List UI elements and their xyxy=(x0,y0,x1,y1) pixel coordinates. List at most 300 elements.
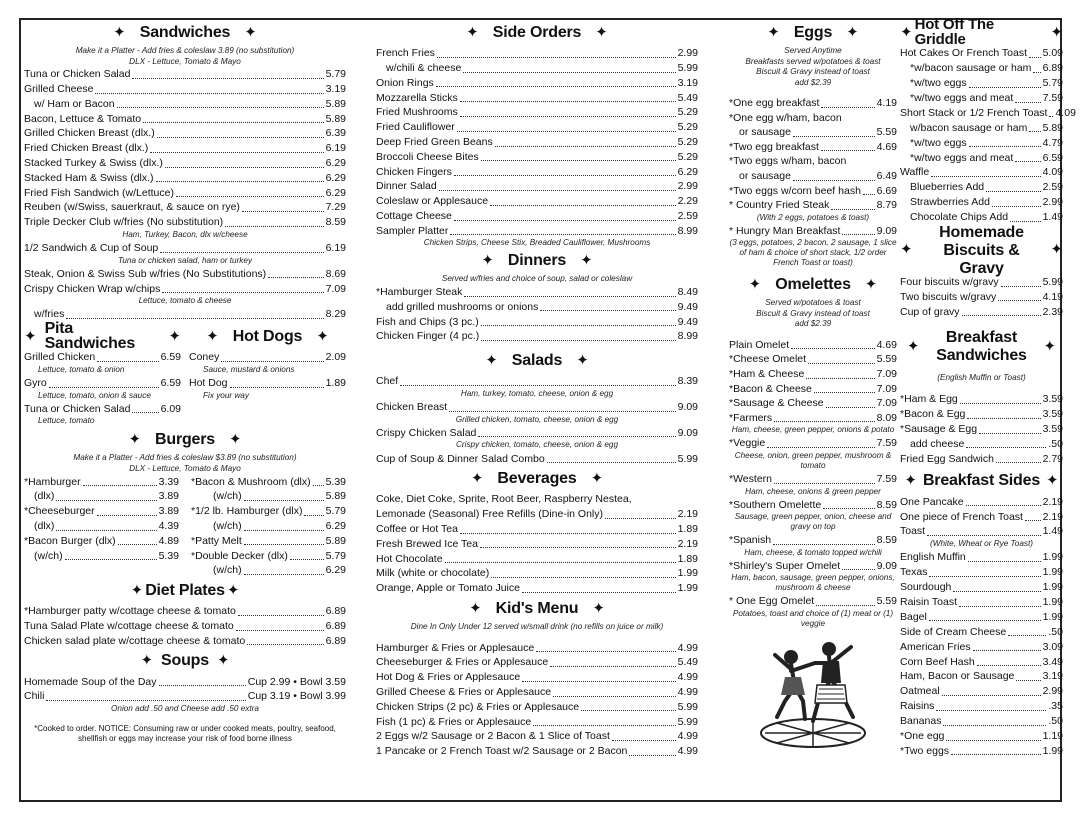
hotdogs-header: ✦ Hot Dogs ✦ xyxy=(206,327,329,345)
item-price: 1.49 xyxy=(1042,525,1063,538)
dot-leader xyxy=(826,407,875,408)
item-price: 2.29 xyxy=(677,195,698,208)
item-description: (White, Wheat or Rye Toast) xyxy=(930,538,1033,548)
star-icon: ✦ xyxy=(140,652,154,670)
dot-leader xyxy=(491,577,675,578)
star-icon: ✦ xyxy=(580,252,593,270)
menu-item xyxy=(376,164,698,179)
item-price: 6.19 xyxy=(325,142,346,155)
item-description: Crispy chicken, tomato, cheese, onion & egg xyxy=(455,440,619,450)
item-name: *w/bacon sausage or ham xyxy=(910,62,1032,75)
dot-leader xyxy=(969,87,1041,88)
item-price: 5.39 xyxy=(158,549,179,562)
burgers-note: DLX - Lettuce, Tomato & Mayo xyxy=(129,463,241,473)
item-name: Hot Chocolate xyxy=(376,552,443,565)
item-name: 2 Eggs w/2 Sausage or 2 Bacon & 1 Slice of Toast xyxy=(376,730,610,743)
menu-item xyxy=(376,714,698,729)
item-name: 1 Pancake or 2 French Toast w/2 Sausage or 2 Bacon xyxy=(376,745,628,758)
item-name: w/fries xyxy=(34,308,65,321)
item-price: 5.79 xyxy=(325,68,346,81)
item-name: *Patty Melt xyxy=(191,534,242,547)
item-name: *Ham & Cheese xyxy=(729,368,805,381)
dot-leader xyxy=(831,209,874,210)
item-price: 2.59 xyxy=(677,209,698,222)
salads-list xyxy=(376,374,698,466)
sandwiches-note: DLX - Lettuce, Tomato & Mayo xyxy=(129,56,241,66)
item-price: 8.09 xyxy=(876,411,897,424)
soups-note: Onion add .50 and Cheese add .50 extra xyxy=(111,703,259,713)
item-name: Bagel xyxy=(900,610,927,623)
star-icon: ✦ xyxy=(24,327,37,345)
biscuits-header: ✦ Homemade Biscuits & Gravy ✦ xyxy=(900,223,1063,277)
menu-item xyxy=(24,689,346,704)
item-price: 5.99 xyxy=(677,452,698,465)
item-name: One piece of French Toast xyxy=(900,510,1023,523)
menu-item xyxy=(376,655,698,670)
menu-item xyxy=(376,329,698,344)
dot-leader xyxy=(816,605,874,606)
omelettes-header: ✦ Omelettes ✦ xyxy=(748,276,878,294)
item-name: One Pancake xyxy=(900,495,964,508)
dot-leader xyxy=(814,392,875,393)
dot-leader xyxy=(162,292,323,293)
menu-item xyxy=(729,533,897,548)
item-description: Tuna or chicken salad, ham or turkey xyxy=(117,255,253,265)
menu-item xyxy=(24,67,346,82)
star-icon: ✦ xyxy=(846,23,859,41)
item-price: 7.59 xyxy=(1042,91,1063,104)
item-price: 2.09 xyxy=(325,351,346,364)
item-name: Stacked Turkey & Swiss (dlx.) xyxy=(24,156,163,169)
item-name: *1/2 lb. Hamburger (dlx) xyxy=(191,505,303,518)
dot-leader xyxy=(774,421,874,422)
dot-leader xyxy=(929,620,1041,621)
item-name: Deep Fried Green Beans xyxy=(376,135,493,148)
item-description: Ham, turkey, tomato, cheese, onion & egg xyxy=(460,388,614,398)
item-price: 2.59 xyxy=(1042,181,1063,194)
item-price: 4.39 xyxy=(158,519,179,532)
item-name: *w/two eggs and meat xyxy=(910,91,1014,104)
star-icon: ✦ xyxy=(900,241,913,259)
item-price: 6.29 xyxy=(677,165,698,178)
menu-item xyxy=(900,524,1063,539)
dot-leader xyxy=(436,86,676,87)
hotdogs-list xyxy=(189,350,346,401)
item-price: 5.89 xyxy=(1042,121,1063,134)
item-name: Coleslaw or Applesauce xyxy=(376,195,489,208)
item-price: 6.89 xyxy=(325,634,346,647)
item-name: French Fries xyxy=(376,47,435,60)
item-name: Reuben (w/Swiss, sauerkraut, & sauce on rye) xyxy=(24,201,240,214)
menu-item xyxy=(376,400,698,415)
menu-item xyxy=(24,82,346,97)
item-price: .50 xyxy=(1048,625,1063,638)
item-price: 6.29 xyxy=(325,156,346,169)
menu-item xyxy=(376,314,698,329)
menu-item xyxy=(24,171,346,186)
burgers-list-left xyxy=(24,474,179,578)
item-price: 2.99 xyxy=(677,180,698,193)
item-price: 4.99 xyxy=(677,685,698,698)
menu-item xyxy=(729,154,897,169)
dot-leader xyxy=(951,754,1041,755)
item-name: Chili xyxy=(24,690,45,703)
diet-list xyxy=(24,604,346,648)
item-name: *Cheese Omelet xyxy=(729,353,807,366)
menu-item xyxy=(900,407,1063,422)
menu-item xyxy=(376,581,698,596)
menu-item xyxy=(376,700,698,715)
item-name: (w/ch) xyxy=(213,490,242,503)
menu-item xyxy=(729,338,897,353)
item-price: 3.89 xyxy=(158,490,179,503)
disclaimer: *Cooked to order. NOTICE: Consuming raw or under cooked meats, poultry, seafood, shellfish or eggs may increase your risk of food borne illness xyxy=(34,723,336,744)
dot-leader xyxy=(960,403,1041,404)
star-icon: ✦ xyxy=(130,581,144,599)
sandwiches-header: ✦ Sandwiches ✦ xyxy=(113,23,257,41)
dot-leader xyxy=(1025,520,1041,521)
menu-item xyxy=(24,604,346,619)
item-price: 5.99 xyxy=(677,62,698,74)
dot-leader xyxy=(118,544,157,545)
menu-item xyxy=(376,194,698,209)
dot-leader xyxy=(1033,72,1040,73)
menu-item xyxy=(729,559,897,574)
item-name: Raisin Toast xyxy=(900,595,958,608)
dot-leader xyxy=(244,500,324,501)
item-name: *Western xyxy=(729,473,772,485)
dot-leader xyxy=(481,325,676,326)
menu-item xyxy=(900,91,1063,106)
item-name: Chicken Fingers xyxy=(376,165,452,178)
item-name: Chef xyxy=(376,375,399,388)
star-icon: ✦ xyxy=(904,472,917,490)
item-description: Lettuce, tomato, onion & sauce xyxy=(38,390,151,400)
menu-item xyxy=(191,563,346,578)
item-name: *w/two eggs and meat xyxy=(910,151,1014,164)
item-description: Sausage, green pepper, onion, cheese and gravy on top xyxy=(734,512,892,532)
item-name: Corn Beef Hash xyxy=(900,655,975,668)
menu-item xyxy=(24,548,179,563)
kids-list xyxy=(376,640,698,758)
dot-leader xyxy=(962,315,1041,316)
menu-item xyxy=(191,548,346,563)
item-name: 1/2 Sandwich & Cup of Soup xyxy=(24,241,159,254)
menu-item xyxy=(900,654,1063,669)
item-price: 3.19 xyxy=(677,76,698,89)
item-name: or sausage xyxy=(739,169,791,182)
item-price: 6.89 xyxy=(325,605,346,618)
item-description: Sauce, mustard & onions xyxy=(203,364,295,374)
menu-item xyxy=(729,224,897,239)
item-price: 4.99 xyxy=(677,730,698,743)
item-name: Coffee or Hot Tea xyxy=(376,523,458,536)
bsand-header: ✦ Breakfast Sandwiches ✦ xyxy=(906,329,1057,365)
dot-leader xyxy=(225,226,323,227)
dot-leader xyxy=(247,644,323,645)
item-price: 4.69 xyxy=(876,140,897,153)
dot-leader xyxy=(605,518,676,519)
menu-item xyxy=(376,209,698,224)
item-description: Lettuce, tomato xyxy=(38,416,95,426)
item-name: *One egg w/ham, bacon xyxy=(729,111,842,124)
dot-leader xyxy=(966,447,1046,448)
menu-item xyxy=(376,120,698,135)
item-name: Four biscuits w/gravy xyxy=(900,275,999,288)
item-name: Bananas xyxy=(900,715,942,728)
dot-leader xyxy=(143,122,323,123)
item-name: or sausage xyxy=(739,126,791,139)
item-name: Sourdough xyxy=(900,581,952,594)
bsand-note: (English Muffin or Toast) xyxy=(937,373,1026,383)
menu-item xyxy=(900,392,1063,407)
bsides-list xyxy=(900,494,1063,758)
menu-item xyxy=(900,684,1063,699)
item-price: 5.99 xyxy=(677,700,698,713)
dot-leader xyxy=(176,196,324,197)
item-name: *Spanish xyxy=(729,534,772,547)
item-price: 5.89 xyxy=(325,97,346,110)
item-name: *Veggie xyxy=(729,437,766,450)
dot-leader xyxy=(536,651,675,652)
dot-leader xyxy=(936,710,1046,711)
item-name: Grilled Chicken Breast (dlx.) xyxy=(24,127,155,140)
dot-leader xyxy=(1001,286,1041,287)
item-name: Chicken Finger (4 pc.) xyxy=(376,330,480,343)
star-icon: ✦ xyxy=(906,338,920,356)
item-price: 5.79 xyxy=(325,549,346,562)
item-price: 4.99 xyxy=(677,641,698,654)
menu-item xyxy=(24,111,346,126)
item-price: 5.29 xyxy=(677,135,698,148)
menu-item xyxy=(24,350,181,365)
menu-item xyxy=(191,474,346,489)
dot-leader xyxy=(967,418,1040,419)
dot-leader xyxy=(793,136,875,137)
item-name: Grilled Cheese xyxy=(24,83,94,95)
dot-leader xyxy=(1016,680,1040,681)
dot-leader xyxy=(437,57,676,58)
item-name: Toast xyxy=(900,525,926,538)
dot-leader xyxy=(808,363,875,364)
dot-leader xyxy=(463,72,675,73)
item-name: Plain Omelet xyxy=(729,338,790,351)
item-price: 8.59 xyxy=(325,216,346,229)
item-price: 6.09 xyxy=(160,402,181,415)
menu-item xyxy=(900,422,1063,437)
dot-leader xyxy=(943,725,1046,726)
item-description: Cheese, onion, green pepper, mushroom & tomato xyxy=(734,451,892,470)
item-name: Hot Dog & Fries or Applesauce xyxy=(376,671,521,684)
item-name: Crispy Chicken Salad xyxy=(376,426,477,439)
item-price: 2.19 xyxy=(677,537,698,550)
dot-leader xyxy=(400,385,675,386)
menu-item xyxy=(24,376,181,391)
item-price: 5.59 xyxy=(876,126,897,139)
menu-item xyxy=(24,281,346,296)
item-price: 8.59 xyxy=(876,498,897,511)
menu-item xyxy=(900,565,1063,580)
griddle-header: ✦ Hot Off The Griddle ✦ xyxy=(900,16,1063,48)
menu-item xyxy=(900,624,1063,639)
menu-item xyxy=(189,350,346,365)
menu-item xyxy=(24,504,179,519)
item-name: add cheese xyxy=(910,437,965,450)
menu-item xyxy=(191,519,346,534)
menu-item xyxy=(24,634,346,649)
menu-item xyxy=(729,436,897,451)
item-name: Cottage Cheese xyxy=(376,209,452,222)
menu-item xyxy=(729,498,897,513)
dot-leader xyxy=(95,93,323,94)
star-icon: ✦ xyxy=(576,351,589,369)
star-icon: ✦ xyxy=(206,327,219,345)
item-price: 7.09 xyxy=(325,282,346,295)
salads-header: ✦ Salads ✦ xyxy=(485,351,589,369)
item-name: Orange, Apple or Tomato Juice xyxy=(376,582,520,595)
dot-leader xyxy=(977,665,1041,666)
menu-item xyxy=(729,169,897,184)
item-name: *Sausage & Cheese xyxy=(729,397,824,410)
item-description: Chicken Strips, Cheese Stix, Breaded Cauliflower, Mushrooms xyxy=(423,238,651,248)
column-4 xyxy=(900,16,1076,800)
item-price: 6.89 xyxy=(325,619,346,632)
burgers-note: Make it a Platter - Add fries & coleslaw $3.89 (no substitution) xyxy=(73,453,297,463)
menu-item xyxy=(376,150,698,165)
item-description: Lettuce, tomato & cheese xyxy=(138,296,232,306)
item-name: Lemonade (Seasonal) Free Refills (Dine-in Only) xyxy=(376,508,604,521)
star-icon: ✦ xyxy=(1046,472,1059,490)
menu-item xyxy=(729,140,897,155)
dinners-note: Served w/fries and choice of soup, salad or coleslaw xyxy=(441,274,633,284)
dot-leader xyxy=(457,131,676,132)
item-name: *Shirley's Super Omelet xyxy=(729,559,841,572)
soups-header: ✦ Soups ✦ xyxy=(140,652,230,670)
star-icon: ✦ xyxy=(216,652,230,670)
item-description: (3 eggs, potatoes, 2 bacon, 2 sausage, 1 slice of ham & choice of short stack, 1/2 order French Toast or toast) xyxy=(729,238,897,268)
dot-leader xyxy=(97,515,157,516)
eggs-header: ✦ Eggs ✦ xyxy=(767,23,859,41)
dot-leader xyxy=(445,562,676,563)
dot-leader xyxy=(547,462,676,463)
dot-leader xyxy=(806,378,874,379)
item-price: 6.59 xyxy=(160,376,181,389)
item-name: Steak, Onion & Swiss Sub w/fries (No Substitutions) xyxy=(24,267,267,280)
item-name: Hot Cakes Or French Toast xyxy=(900,47,1028,60)
item-price: 7.29 xyxy=(325,201,346,214)
star-icon: ✦ xyxy=(469,599,482,617)
item-price: 4.99 xyxy=(677,745,698,758)
item-name: * One Egg Omelet xyxy=(729,595,815,608)
star-icon: ✦ xyxy=(1043,338,1057,356)
item-price: 5.29 xyxy=(677,121,698,134)
side-orders-header: ✦ Side Orders ✦ xyxy=(466,23,608,41)
menu-item xyxy=(900,275,1063,290)
menu-item xyxy=(729,594,897,609)
item-name: Homemade Soup of the Day xyxy=(24,675,157,688)
item-price: 9.49 xyxy=(677,300,698,313)
item-price: 8.99 xyxy=(677,330,698,343)
item-price: 7.09 xyxy=(876,397,897,410)
star-icon: ✦ xyxy=(1050,23,1063,41)
menu-item xyxy=(376,537,698,552)
item-price: 8.39 xyxy=(677,375,698,388)
dot-leader xyxy=(927,535,1040,536)
dot-leader xyxy=(1010,221,1040,222)
diet-header: ✦ Diet Plates ✦ xyxy=(130,581,240,599)
eggs-list xyxy=(729,96,897,268)
item-name: Tuna or Chicken Salad xyxy=(24,68,131,81)
item-name: (dlx) xyxy=(34,490,55,503)
item-name: Fresh Brewed Ice Tea xyxy=(376,537,478,550)
item-price: 1.19 xyxy=(1042,729,1063,742)
dot-leader xyxy=(238,615,324,616)
dot-leader xyxy=(863,194,875,195)
menu-item xyxy=(900,744,1063,759)
item-price: 8.99 xyxy=(677,224,698,237)
beverages-header: ✦ Beverages ✦ xyxy=(470,469,604,487)
item-name: (w/ch) xyxy=(213,564,242,577)
item-name: Triple Decker Club w/fries (No substitution) xyxy=(24,216,224,229)
dot-leader xyxy=(56,530,156,531)
menu-item xyxy=(900,509,1063,524)
dot-leader xyxy=(581,710,675,711)
menu-item xyxy=(376,135,698,150)
item-name: Hot Dog xyxy=(189,376,228,389)
menu-item xyxy=(900,46,1063,61)
dot-leader xyxy=(495,146,676,147)
item-name: Fried Fish Sandwich (w/Lettuce) xyxy=(24,186,174,199)
dot-leader xyxy=(481,160,676,161)
dot-leader xyxy=(540,310,675,311)
item-price: Cup 3.19 • Bowl 3.99 xyxy=(247,690,346,703)
menu-item xyxy=(376,374,698,389)
item-name: *w/two eggs xyxy=(910,77,967,90)
item-price: 9.09 xyxy=(876,559,897,572)
item-price: 4.19 xyxy=(1042,290,1063,303)
star-icon: ✦ xyxy=(748,276,762,294)
item-name: Stacked Ham & Swiss (dlx.) xyxy=(24,171,154,184)
menu-page xyxy=(19,16,1076,802)
item-price: 7.09 xyxy=(876,368,897,381)
dot-leader xyxy=(290,559,324,560)
item-name: (w/ch) xyxy=(213,519,242,532)
menu-item xyxy=(900,729,1063,744)
item-name: Chicken Breast xyxy=(376,401,448,414)
omelettes-list xyxy=(729,338,897,629)
star-icon: ✦ xyxy=(485,351,498,369)
star-icon: ✦ xyxy=(226,581,240,599)
dot-leader xyxy=(533,725,675,726)
item-description: Lettuce, tomato & onion xyxy=(38,364,125,374)
item-name: *Two eggs xyxy=(900,744,950,757)
item-name: Sampler Platter xyxy=(376,224,449,237)
menu-item xyxy=(24,489,179,504)
item-price: 9.09 xyxy=(876,224,897,237)
item-price: 8.79 xyxy=(876,199,897,212)
dot-leader xyxy=(132,412,158,413)
item-price: 6.29 xyxy=(325,519,346,532)
item-name: Chicken Strips (2 pc) & Fries or Applesauce xyxy=(376,700,580,713)
star-icon: ✦ xyxy=(592,599,605,617)
dot-leader xyxy=(986,191,1040,192)
item-name: *Two egg breakfast xyxy=(729,140,819,153)
menu-item xyxy=(729,411,897,426)
item-name: *Hamburger xyxy=(24,475,81,488)
menu-item xyxy=(24,519,179,534)
item-name: Side of Cream Cheese xyxy=(900,625,1007,638)
menu-item xyxy=(24,97,346,112)
